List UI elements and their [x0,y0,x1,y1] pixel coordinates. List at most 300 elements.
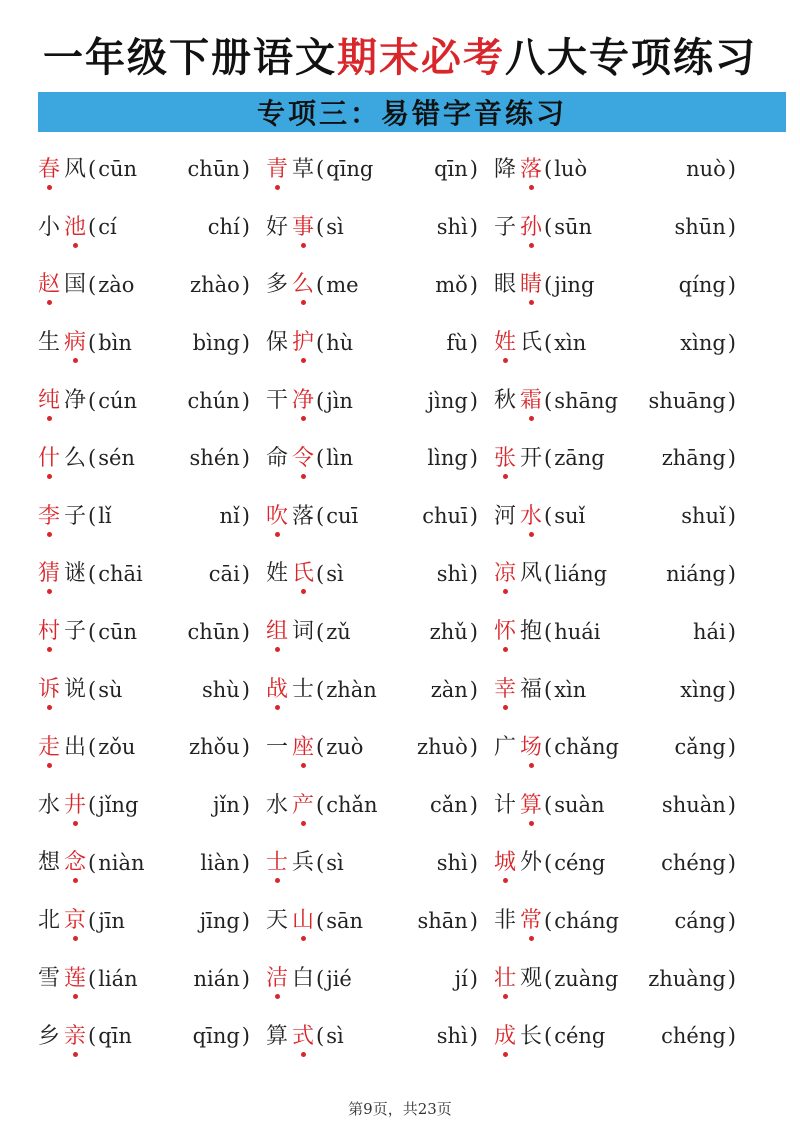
character: 眼 [493,272,516,298]
pinyin-option-1: cuī [326,504,359,529]
target-character: 洁 [265,966,288,992]
open-paren: ( [544,966,553,991]
pinyin-option-1: sén [98,446,135,471]
target-character: 京 [63,908,86,934]
pinyin-option-1: qīng [326,157,374,182]
pinyin-option-2: shù [201,677,240,702]
open-paren: ( [544,908,553,933]
close-paren: ) [469,850,478,875]
word-entry [492,719,736,777]
pinyin-option-2: zhuàng [648,966,726,991]
pinyin-option-2: jǐn [213,793,240,818]
target-character: 么 [291,272,314,298]
target-character: 士 [265,850,288,876]
pinyin-options [324,561,470,586]
character: 算 [265,1023,288,1049]
open-paren: ( [88,677,97,702]
pinyin-option-2: cāi [208,561,240,586]
character: 福 [519,677,542,703]
word-entry [492,950,736,1008]
word-entry [36,661,250,719]
close-paren: ) [469,735,478,760]
word-entry [492,1008,736,1066]
pinyin-options [552,330,728,355]
close-paren: ) [241,446,250,471]
open-paren: ( [88,388,97,413]
pinyin-option-1: sūn [554,215,593,240]
pinyin-options [96,330,242,355]
pinyin-option-2: fù [446,330,468,355]
pinyin-options [552,561,728,586]
pinyin-option-2: cáng [674,908,726,933]
pinyin-option-2: chūn [187,619,240,644]
open-paren: ( [316,735,325,760]
open-paren: ( [88,561,97,586]
pinyin-option-1: jīn [98,908,125,933]
pinyin-option-2: shuāng [648,388,726,413]
word-entry [36,546,250,604]
close-paren: ) [727,446,736,471]
word-entry [264,141,478,199]
close-paren: ) [241,561,250,586]
target-character: 凉 [493,561,516,587]
pinyin-option-1: zǒu [98,735,136,760]
open-paren: ( [544,793,553,818]
target-character: 村 [37,619,60,645]
close-paren: ) [241,735,250,760]
pinyin-options [96,619,242,644]
pinyin-option-1: sì [326,561,344,586]
word-entry [264,372,478,430]
word-entry [36,488,250,546]
word-entry [492,892,736,950]
open-paren: ( [88,1024,97,1049]
character: 多 [265,272,288,298]
character: 秋 [493,388,516,414]
pinyin-options [96,448,242,469]
close-paren: ) [241,619,250,644]
word-entry [264,661,478,719]
target-character: 张 [493,445,516,471]
target-character: 姓 [493,330,516,356]
word-entry [264,546,478,604]
character: 词 [291,619,314,645]
pinyin-options [96,217,242,238]
word-entry [492,488,736,546]
character: 子 [63,619,86,645]
close-paren: ) [241,388,250,413]
pinyin-options [324,272,470,297]
open-paren: ( [316,215,325,240]
pinyin-option-2: shì [436,561,468,586]
open-paren: ( [316,908,325,933]
character: 白 [291,966,314,992]
word-entry [36,1008,250,1066]
pinyin-options [324,330,470,355]
close-paren: ) [469,619,478,644]
pinyin-options [552,506,728,527]
word-entry [36,950,250,1008]
open-paren: ( [88,157,97,182]
character: 北 [37,908,60,934]
pinyin-option-1: hù [326,330,354,355]
character: 风 [63,156,86,182]
pinyin-option-2: xìng [680,330,726,355]
close-paren: ) [727,215,736,240]
pinyin-option-2: zhāng [661,446,726,471]
close-paren: ) [241,966,250,991]
pinyin-option-1: sì [326,215,344,240]
target-character: 事 [291,214,314,240]
pinyin-option-1: shāng [554,388,618,413]
close-paren: ) [241,504,250,529]
close-paren: ) [727,330,736,355]
page-footer: 第9页，共23页 [348,1100,452,1118]
target-character: 念 [63,850,86,876]
pinyin-option-2: shūn [674,215,726,240]
pinyin-option-2: hái [693,619,726,644]
target-character: 氏 [291,561,314,587]
pinyin-options [552,737,728,758]
pinyin-option-2: shān [417,908,468,933]
open-paren: ( [88,330,97,355]
open-paren: ( [544,157,553,182]
close-paren: ) [241,908,250,933]
character: 风 [519,561,542,587]
open-paren: ( [316,1024,325,1049]
pinyin-option-1: xìn [554,677,587,702]
pinyin-option-1: zào [98,272,135,297]
open-paren: ( [88,272,97,297]
pinyin-option-1: zuàng [554,966,619,991]
pinyin-option-2: jí [454,966,468,991]
pinyin-option-1: niàn [98,850,145,875]
close-paren: ) [727,735,736,760]
target-character: 莲 [63,966,86,992]
close-paren: ) [241,677,250,702]
pinyin-options [96,561,242,586]
pinyin-options [552,388,728,413]
pinyin-option-2: lìng [427,446,468,471]
close-paren: ) [469,561,478,586]
character: 广 [493,734,516,760]
character: 国 [63,272,86,298]
character: 姓 [265,561,288,587]
close-paren: ) [469,330,478,355]
open-paren: ( [316,388,325,413]
pinyin-option-1: me [326,272,359,297]
character: 外 [519,850,542,876]
character: 落 [291,503,314,529]
word-entry [492,430,736,488]
open-paren: ( [316,561,325,586]
pinyin-options [324,677,470,702]
close-paren: ) [241,793,250,818]
pinyin-option-1: suǐ [554,504,586,529]
target-character: 幸 [493,677,516,703]
pinyin-options [552,619,728,644]
close-paren: ) [241,157,250,182]
target-character: 什 [37,445,60,471]
pinyin-option-1: suàn [554,793,605,818]
character: 乡 [37,1023,60,1049]
word-entry [492,314,736,372]
pinyin-option-2: cǎng [674,735,726,760]
target-character: 式 [291,1023,314,1049]
word-entry [264,892,478,950]
word-entry [264,719,478,777]
character: 天 [265,908,288,934]
target-character: 净 [291,388,314,414]
pinyin-options [96,908,242,933]
pinyin-option-1: céng [554,1024,606,1049]
target-character: 池 [63,214,86,240]
close-paren: ) [469,215,478,240]
open-paren: ( [544,850,553,875]
open-paren: ( [544,330,553,355]
open-paren: ( [316,793,325,818]
pinyin-option-2: jīng [199,908,240,933]
pinyin-option-1: jié [326,966,352,991]
word-entry [36,372,250,430]
close-paren: ) [469,793,478,818]
target-character: 产 [291,792,314,818]
pinyin-option-1: cún [98,388,138,413]
word-entry [492,835,736,893]
character: 观 [519,966,542,992]
target-character: 春 [37,156,60,182]
open-paren: ( [544,446,553,471]
pinyin-option-1: qīn [98,1024,132,1049]
pinyin-option-2: shuàn [661,793,726,818]
target-character: 成 [493,1023,516,1049]
close-paren: ) [469,966,478,991]
pinyin-option-2: shì [436,215,468,240]
pinyin-option-1: zuò [326,735,364,760]
word-entry [36,199,250,257]
pinyin-options [552,850,728,875]
open-paren: ( [316,504,325,529]
pinyin-options [96,159,242,180]
pinyin-options [96,677,242,702]
character: 长 [519,1023,542,1049]
character: 士 [291,677,314,703]
pinyin-option-2: cǎn [429,793,468,818]
pinyin-options [552,217,728,238]
target-character: 赵 [37,272,60,298]
pinyin-option-1: lìn [326,446,354,471]
pinyin-options [552,1026,728,1047]
pinyin-options [96,388,242,413]
open-paren: ( [316,446,325,471]
word-entry [36,892,250,950]
pinyin-options [324,506,470,527]
pinyin-options [552,966,728,991]
pinyin-option-2: chún [187,388,240,413]
pinyin-options [96,1026,242,1047]
pinyin-options [552,159,728,180]
pinyin-option-2: niáng [666,561,726,586]
character: 非 [493,908,516,934]
word-entry [492,141,736,199]
pinyin-option-2: shuǐ [681,504,726,529]
open-paren: ( [544,561,553,586]
target-character: 战 [265,677,288,703]
pinyin-option-1: cháng [554,908,619,933]
word-entry [264,950,478,1008]
target-character: 座 [291,734,314,760]
pinyin-option-1: bìn [98,330,132,355]
target-character: 病 [63,330,86,356]
target-character: 青 [265,156,288,182]
pinyin-option-1: zhàn [326,677,377,702]
target-character: 怀 [493,619,516,645]
open-paren: ( [544,619,553,644]
pinyin-option-1: cūn [98,157,138,182]
open-paren: ( [316,677,325,702]
word-entry [36,314,250,372]
target-character: 令 [291,445,314,471]
character: 雪 [37,966,60,992]
word-entry [492,603,736,661]
pinyin-options [324,737,470,758]
close-paren: ) [727,677,736,702]
pinyin-option-1: jing [554,272,595,297]
character: 河 [493,503,516,529]
pinyin-option-1: sān [326,908,364,933]
target-character: 常 [519,908,542,934]
word-entry [36,835,250,893]
word-entry [36,777,250,835]
word-entry [264,257,478,315]
page-title [0,26,800,83]
pinyin-option-1: cūn [98,619,138,644]
character: 想 [37,850,60,876]
word-entry [492,372,736,430]
close-paren: ) [727,388,736,413]
character: 子 [63,503,86,529]
pinyin-option-2: shén [189,446,240,471]
open-paren: ( [88,504,97,529]
word-entry [264,603,478,661]
close-paren: ) [727,850,736,875]
pinyin-options [324,448,470,469]
pinyin-options [324,795,470,816]
target-character: 纯 [37,388,60,414]
open-paren: ( [544,1024,553,1049]
close-paren: ) [469,908,478,933]
character: 净 [63,388,86,414]
close-paren: ) [241,330,250,355]
pinyin-options [552,795,728,816]
pinyin-option-1: lián [98,966,138,991]
close-paren: ) [469,446,478,471]
character: 计 [493,792,516,818]
word-entry [36,430,250,488]
character: 出 [63,734,86,760]
pinyin-option-2: bìng [192,330,240,355]
pinyin-option-1: liáng [554,561,608,586]
character: 谜 [63,561,86,587]
target-character: 李 [37,503,60,529]
pinyin-options [96,966,242,991]
word-entry [36,257,250,315]
pinyin-options [324,850,470,875]
title-part-3: 八大专项练习 [505,35,757,81]
word-entry [492,661,736,719]
word-entry [492,777,736,835]
close-paren: ) [727,966,736,991]
character: 抱 [519,619,542,645]
target-character: 孙 [519,214,542,240]
character: 么 [63,445,86,471]
target-character: 城 [493,850,516,876]
word-entry [264,314,478,372]
close-paren: ) [241,215,250,240]
character: 降 [493,156,516,182]
character: 好 [265,214,288,240]
target-character: 组 [265,619,288,645]
pinyin-options [96,506,242,527]
open-paren: ( [316,330,325,355]
close-paren: ) [727,272,736,297]
target-character: 猜 [37,561,60,587]
close-paren: ) [469,157,478,182]
open-paren: ( [544,735,553,760]
pinyin-option-2: chéng [661,1024,726,1049]
open-paren: ( [316,157,325,182]
character: 兵 [291,850,314,876]
target-character: 落 [519,156,542,182]
pinyin-options [324,966,470,991]
pinyin-option-1: chǎn [326,793,378,818]
target-character: 亲 [63,1023,86,1049]
pinyin-option-2: liàn [200,850,240,875]
pinyin-option-2: chūn [187,157,240,182]
pinyin-option-1: céng [554,850,606,875]
target-character: 井 [63,792,86,818]
close-paren: ) [241,1024,250,1049]
character: 命 [265,445,288,471]
close-paren: ) [241,850,250,875]
word-entry [264,777,478,835]
close-paren: ) [727,157,736,182]
pinyin-option-2: zhuò [417,735,468,760]
open-paren: ( [316,619,325,644]
close-paren: ) [727,908,736,933]
pinyin-options [324,217,470,238]
pinyin-options [96,272,242,297]
word-entry [264,1008,478,1066]
pinyin-option-2: zhǔ [429,619,468,644]
pinyin-options [96,737,242,758]
pinyin-option-1: lǐ [98,504,112,529]
pinyin-option-1: chǎng [554,735,619,760]
pinyin-options [324,619,470,644]
character: 子 [493,214,516,240]
close-paren: ) [469,1024,478,1049]
word-entry [264,430,478,488]
word-entry [264,488,478,546]
open-paren: ( [88,793,97,818]
pinyin-option-1: jǐng [98,793,139,818]
close-paren: ) [727,561,736,586]
character: 说 [63,677,86,703]
pinyin-option-2: chí [207,215,240,240]
character: 生 [37,330,60,356]
close-paren: ) [469,504,478,529]
word-entry [492,546,736,604]
